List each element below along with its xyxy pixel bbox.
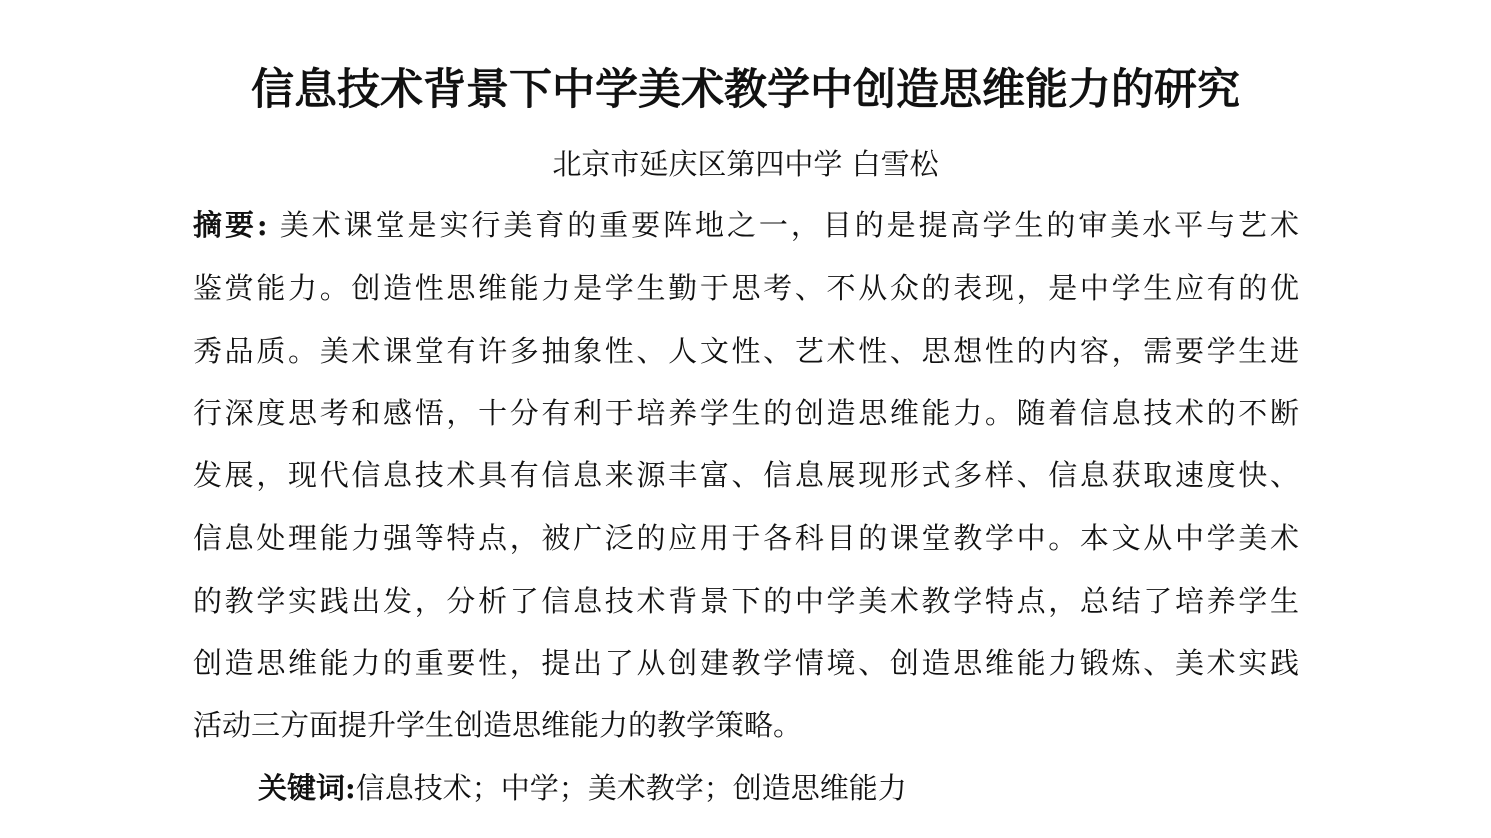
abstract-line: 行深度思考和感悟，十分有利于培养学生的创造思维能力。随着信息技术的不断: [193, 396, 1299, 430]
abstract-line: 的教学实践出发，分析了信息技术背景下的中学美术教学特点，总结了培养学生: [193, 584, 1299, 618]
abstract-line: 信息处理能力强等特点，被广泛的应用于各科目的课堂教学中。本文从中学美术: [193, 521, 1299, 555]
abstract-line: [193, 203, 1299, 247]
author-line: 北京市延庆区第四中学 白雪松: [552, 147, 939, 181]
abstract-line: 秀品质。美术课堂有许多抽象性、人文性、艺术性、思想性的内容，需要学生进: [193, 334, 1299, 368]
abstract-line: 创造思维能力的重要性，提出了从创建教学情境、创造思维能力锻炼、美术实践: [193, 646, 1299, 680]
abstract-line: 活动三方面提升学生创造思维能力的教学策略。: [193, 708, 803, 742]
keywords-text: 信息技术；中学；美术教学；创造思维能力: [355, 771, 907, 805]
abstract-line: 鉴赏能力。创造性思维能力是学生勤于思考、不从众的表现，是中学生应有的优: [193, 271, 1299, 305]
abstract-text: 美术课堂是实行美育的重要阵地之一，目的是提高学生的审美水平与艺术: [279, 208, 1299, 242]
abstract-label: 摘要:: [193, 208, 268, 242]
abstract-line: 发展，现代信息技术具有信息来源丰富、信息展现形式多样、信息获取速度快、: [193, 458, 1299, 492]
keywords-label: 关键词:: [258, 771, 356, 805]
keywords-line: [258, 766, 907, 810]
document-title: 信息技术背景下中学美术教学中创造思维能力的研究: [251, 65, 1240, 115]
